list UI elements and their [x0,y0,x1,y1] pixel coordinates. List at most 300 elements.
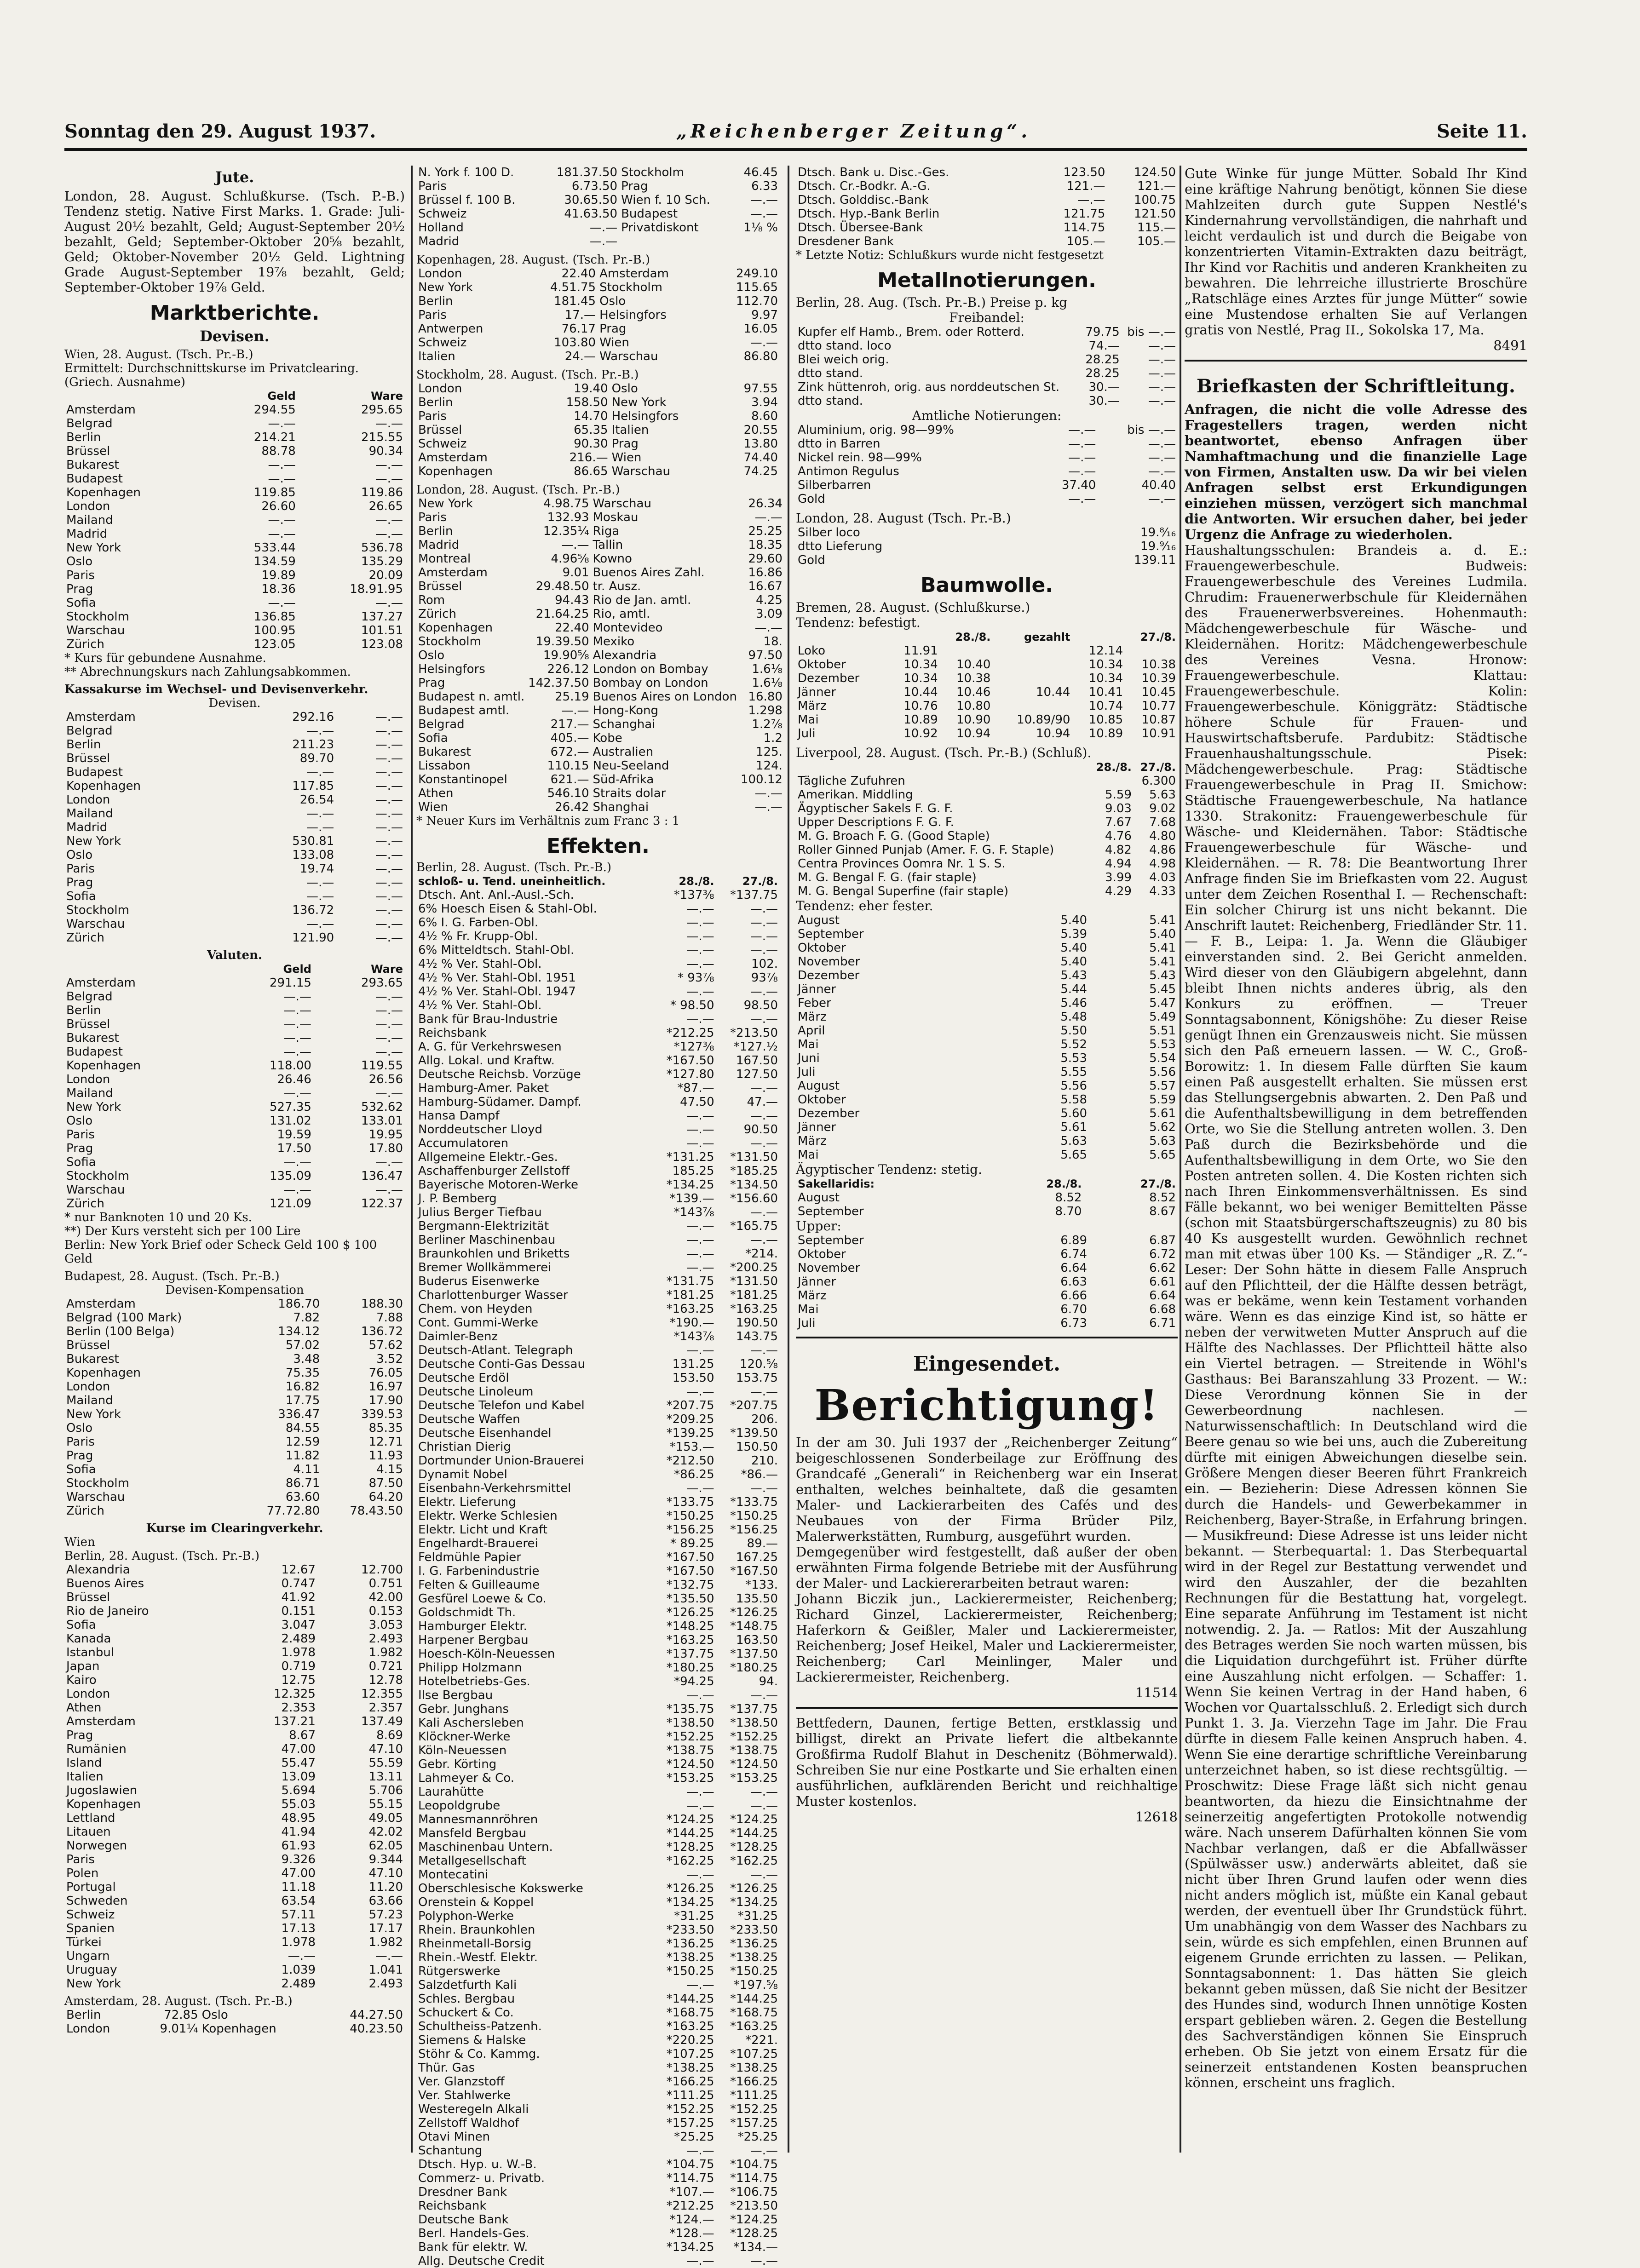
table-row [64,1504,405,1518]
table-cell: 5.45 [1149,982,1176,996]
table-cell: 3.053 [368,1618,403,1632]
table-row [64,1687,405,1701]
berichtigung-heading: Berichtigung! [814,1380,1159,1430]
metall-heading: Metallnotierungen. [877,269,1096,292]
table-row [64,1463,405,1476]
table-row [796,1010,1178,1024]
table-cell: 137.21 [274,1715,316,1728]
table-cell: 10.44 [1036,685,1070,699]
table-cell: 12.75 [281,1673,316,1687]
table-cell: 42.00 [368,1590,403,1604]
table-cell: 8.67 [289,1728,316,1742]
table-cell: September [798,927,864,941]
table-cell: Japan [66,1659,100,1673]
table-cell: *138.25 [730,2061,778,2075]
table-cell: —.— [750,336,778,350]
table-cell: *126.25 [666,1882,714,1895]
table-cell: Prag [418,676,445,690]
table-row [796,658,1178,672]
table-cell: *207.75 [730,1399,778,1412]
table-row [64,624,405,637]
table-cell: Philipp Holzmann [418,1661,522,1675]
table-row [416,1316,780,1330]
table-cell: New York [418,497,473,511]
table-cell: Prag [66,1142,93,1155]
table-row [796,166,1178,179]
effekten-heading: Effekten. [547,834,650,858]
table-row [416,1068,780,1081]
table-cell: —.— [589,221,618,235]
table-cell: 4.80 [1149,829,1176,843]
table-row [416,235,780,248]
table-cell: 22.40 [561,267,596,281]
table-row [796,221,1178,235]
liverpool-tendency: Tendenz: eher fester. [796,898,933,913]
table-cell: *126.25 [730,1882,778,1895]
table-cell: August [798,913,840,927]
table-row [416,423,780,437]
table-cell: 6% I. G. Farben-Obl. [418,916,539,930]
table-cell: 5.57 [1149,1079,1176,1093]
table-row [416,1826,780,1840]
table-cell: —.— [375,903,403,917]
table-row [64,1114,405,1128]
table-cell: Amsterdam [66,976,136,990]
table-cell: *168.75 [730,2006,778,2020]
table-cell: —.— [686,1688,714,1702]
table-cell: 8.52 [1055,1191,1082,1205]
table-row [416,800,784,814]
table-cell: Schweiz [418,336,467,350]
col-head: 28./8. [1096,761,1132,774]
table-cell: Buenos Aires on London [593,690,737,704]
table-cell: *107.— [669,2185,714,2199]
table-cell: *127⅜ [673,1040,714,1054]
table-cell: *86.— [741,1468,778,1481]
table-row [416,676,784,690]
table-cell: *104.75 [666,2158,714,2171]
table-row [416,1026,780,1040]
table-cell: Mannesmannröhren [418,1813,538,1826]
table-row [416,2020,780,2033]
table-row [796,1247,1178,1261]
divider [1185,360,1527,362]
table-cell: —.— [750,1481,778,1495]
table-cell: Schweiz [66,1908,115,1922]
table-cell: Litauen [66,1825,111,1839]
table-row [64,1435,405,1449]
clearing-heading: Kurse im Clearingverkehr. [146,1522,323,1535]
table-cell: *144.25 [730,1826,778,1840]
table-row [416,409,780,423]
table-row [64,637,405,651]
table-cell: 78.43.50 [350,1504,403,1518]
table-cell: —.— [686,1344,714,1357]
table-cell: 621.— [550,773,589,787]
table-cell: 6.70 [1060,1303,1088,1316]
table-cell: Zürich [66,1197,104,1211]
table-cell: Prag [66,876,93,890]
table-cell: 16.67 [748,580,783,593]
table-cell: —.— [375,596,403,610]
table-row [416,1192,780,1206]
table-cell: —.— [1148,465,1176,478]
table-cell: Athen [66,1701,102,1715]
table-cell: *166.25 [666,2075,714,2089]
table-row [64,1632,405,1646]
table-cell: Hoesch-Köln-Neuessen [418,1647,555,1661]
table-cell: dtto stand. [798,367,863,380]
table-row [796,969,1178,982]
table-row [64,1728,405,1742]
table-cell: —.— [750,1385,778,1399]
clearing-wien: Wien [64,1535,95,1549]
table-cell: Rheinmetall-Borsig [418,1937,532,1951]
table-row [416,930,780,943]
table-cell: 5.40 [1060,941,1088,955]
table-cell: Jugoslawien [66,1784,138,1797]
table-cell: März [798,699,827,713]
table-cell [733,235,780,248]
table-cell: —.— [268,472,296,486]
table-cell: 28.25 [1085,367,1120,380]
table-row [416,1330,780,1344]
table-cell: —.— [750,1081,778,1095]
table-cell: *134.25 [666,1895,714,1909]
table-cell: 125. [756,745,783,759]
table-cell: —.— [283,1183,311,1197]
table-cell: 37.40 [1061,478,1096,492]
table-cell: 4.98.75 [543,497,589,511]
table-cell: 530.81 [292,834,334,848]
table-cell: Ägyptischer Sakels F. G. F. [798,802,953,815]
table-cell: M. G. Bengal F. G. (fair staple) [798,871,977,884]
amtl-table [796,423,1178,506]
table-row [64,1155,405,1169]
table-cell: 5.43 [1060,969,1088,982]
table-cell: Buenos Aires [66,1577,144,1590]
table-cell: *167.50 [730,1564,778,1578]
table-cell: 10.91 [1141,727,1176,741]
table-cell: —.— [686,1247,714,1261]
table-cell: 26.60 [261,500,296,513]
table-cell: *167.50 [666,1054,714,1068]
table-cell: 0.751 [368,1577,403,1590]
table-cell: Berlin [418,524,453,538]
table-cell: Elektr. Werke Schlesien [418,1509,558,1523]
table-cell: 3.94 [751,396,778,409]
column-rule [411,166,413,2153]
table-row [416,593,784,607]
table-cell: 10.34 [1088,672,1123,685]
table-cell: Daimler-Benz [418,1330,498,1344]
table-cell: 5.41 [1149,955,1176,969]
header-date: Sonntag den 29. August 1937. [64,121,376,142]
table-cell: 9.02 [1149,802,1176,815]
table-cell: —.— [686,1978,714,1992]
table-row [416,999,780,1012]
table-cell: 5.56 [1149,1065,1176,1079]
table-cell: —.— [754,800,783,814]
table-cell: 4.03 [1149,871,1176,884]
table-cell: *156.25 [666,1523,714,1537]
table-row [64,1394,405,1407]
table-cell: *167.50 [666,1564,714,1578]
table-row [416,1744,780,1757]
table-cell: —.— [375,1949,403,1963]
table-cell: 167.50 [736,1054,778,1068]
table-cell: *144.25 [730,1992,778,2006]
kassa-table [64,710,405,945]
table-row [416,465,780,478]
table-row [64,793,405,807]
table-row [416,1951,780,1964]
col-head: Ware [371,390,403,402]
table-cell: —.— [1148,339,1176,353]
table-cell: Prag [611,437,639,451]
valuten-heading: Valuten. [207,948,262,962]
table-cell: *128.25 [730,1840,778,1854]
table-cell: 123.50 [1063,166,1105,179]
table-cell: 217.— [550,718,589,731]
table-cell: Felten & Guilleaume [418,1578,540,1592]
table-cell: 210. [751,1454,778,1468]
table-cell: 0.151 [281,1604,316,1618]
table-cell: Schweden [66,1894,128,1908]
table-cell: Budapest [66,765,123,779]
table-cell: New York [66,541,121,555]
table-cell: 139.11 [1134,553,1176,567]
table-row [64,1449,405,1463]
table-cell: 10.77 [1141,699,1176,713]
table-cell: —.— [750,985,778,999]
table-cell: * 89.25 [670,1537,714,1550]
table-row [796,1275,1178,1289]
table-cell: —.— [750,1785,778,1799]
table-cell: Madrid [66,527,108,541]
table-cell: Prag [621,179,648,193]
table-row [64,724,405,738]
table-cell: *137.75 [666,1647,714,1661]
table-row [416,1481,780,1495]
table-cell: Kupfer elf Hamb., Brem. oder Rotterd. [798,325,1024,339]
table-cell: —.— [1148,437,1176,451]
table-cell: —.— [750,930,778,943]
table-cell: Brüssel f. 100 B. [418,193,516,207]
table-row [416,1219,780,1233]
table-cell: 123.05 [253,637,296,651]
table-cell: Amsterdam [66,1715,136,1728]
table-row [416,207,780,221]
table-cell: 63.60 [285,1490,320,1504]
table-cell: —.— [1148,380,1176,394]
table-cell: Moskau [593,511,639,524]
table-cell: 10.34 [903,658,938,672]
table-row [416,2075,780,2089]
table-row [796,478,1178,492]
table-row [64,486,405,500]
table-cell: 123.08 [361,637,403,651]
column-4 [1185,166,1527,2153]
table-cell: 121.— [1137,179,1176,193]
table-cell: —.— [1068,492,1096,506]
table-cell: März [798,1289,827,1303]
table-cell: Budapest [66,1045,123,1059]
table-cell: *127.½ [733,1040,778,1054]
table-cell: Gebr. Körting [418,1757,497,1771]
table-cell: 216.— [569,451,608,465]
table-cell: 30.— [1088,394,1120,408]
table-cell: *148.75 [730,1619,778,1633]
table-cell: 6.62 [1149,1261,1176,1275]
table-cell: 150.50 [736,1440,778,1454]
table-cell: 2.489 [281,1632,316,1646]
table-cell: Sofia [66,596,96,610]
table-cell: —.— [750,1344,778,1357]
table-cell: *163.25 [666,1302,714,1316]
table-cell: Harpener Bergbau [418,1633,529,1647]
table-row [416,322,780,336]
table-cell: Ilse Bergbau [418,1688,493,1702]
table-cell: Oslo [599,294,626,308]
table-row [64,848,405,862]
table-row [64,1086,405,1100]
table-row [416,1012,780,1026]
table-cell: Warschau [66,917,125,931]
stockholm-dateline: Stockholm, 28. August. (Tsch. Pr.-B.) [416,368,639,382]
table-row [64,1659,405,1673]
table-cell: Antimon Regulus [798,465,899,478]
table-cell [1089,774,1134,788]
table-cell: Deutsche Erdöl [418,1371,509,1385]
table-row [64,1352,405,1366]
bremen-table [796,630,1178,741]
table-cell: Salzdetfurth Kali [418,1978,517,1992]
table-cell: 292.16 [292,710,334,724]
table-cell: 11.91 [903,644,938,658]
table-cell: 4½ % Ver. Stahl-Obl. 1947 [418,985,576,999]
table-cell: —.— [306,821,334,834]
table-cell: —.— [283,1031,311,1045]
table-cell: —.— [686,985,714,999]
table-cell: Helsingfors [611,409,679,423]
table-row [64,2022,405,2036]
table-cell: Rütgerswerke [418,1964,501,1978]
table-cell: 5.55 [1060,1065,1088,1079]
table-cell [992,672,1072,685]
table-cell: Kopenhagen [66,1059,141,1073]
table-cell: *131.50 [730,1150,778,1164]
table-cell: 7.67 [1105,815,1132,829]
table-cell: Prag [599,322,627,336]
table-row [416,1633,780,1647]
table-cell: 17.— [564,308,596,322]
table-row [796,1079,1178,1093]
table-cell: New York [66,1977,121,1991]
metall-dateline: Berlin, 28. Aug. (Tsch. Pr.-B.) Preise p. kg [796,295,1068,310]
table-cell: Hamburger Elektr. [418,1619,527,1633]
table-cell: —.— [375,724,403,738]
table-cell: 55.03 [281,1797,316,1811]
table-cell: 100.95 [253,624,296,637]
table-cell: Rumänien [66,1742,127,1756]
col-head: schloß- u. Tend. uneinheitlich. [418,875,606,888]
table-cell: Stockholm [66,903,129,917]
table-cell: 136.72 [361,1325,403,1338]
table-row [796,774,1178,788]
subheading: Devisen-Kompensation [165,1283,304,1297]
table-cell: Montevideo [593,621,663,635]
table-row [796,380,1178,394]
table-cell: *124.25 [666,1813,714,1826]
table-row [64,1577,405,1590]
table-cell: 20.09 [368,568,403,582]
table-cell: 153.75 [736,1371,778,1385]
table-row [416,635,784,649]
table-cell: 6.68 [1149,1303,1176,1316]
table-cell: dtto stand. [798,394,863,408]
table-row [796,685,1178,699]
table-cell: 105.— [1066,235,1105,248]
table-cell: Mai [798,713,819,727]
table-cell: Neu-Seeland [593,759,669,773]
table-cell: Dtsch. Bank u. Disc.-Ges. [798,166,949,179]
table-cell: Paris [66,1853,95,1866]
table-cell: 72.85 [164,2008,198,2022]
table-cell: Schultheiss-Patzenh. [418,2020,542,2033]
table-cell: Prag [66,1728,93,1742]
table-row [64,1142,405,1155]
table-row [64,917,405,931]
table-row [416,916,780,930]
table-cell: 2.493 [368,1632,403,1646]
table-cell: Ungarn [66,1949,110,1963]
table-row [416,1771,780,1785]
table-row [416,497,784,511]
table-cell: 8.70 [1055,1205,1082,1218]
table-cell: Reichsbank [418,1026,487,1040]
table-cell: 6.63 [1060,1275,1088,1289]
table-row [416,971,780,985]
table-cell: 12.700 [361,1563,403,1577]
table-cell: Laurahütte [418,1785,484,1799]
table-cell: *180.25 [730,1661,778,1675]
table-cell [992,699,1072,713]
header-title: „Reichenberger Zeitung“. [676,121,1031,142]
table-row [64,1197,405,1211]
table-cell: Maschinenbau Untern. [418,1840,553,1854]
table-row [416,1992,780,2006]
table-cell: 546.10 [547,787,589,800]
table-cell: —.— [268,458,296,472]
table-cell: Hamburg-Amer. Paket [418,1081,549,1095]
table-cell: 19.⁸⁄₁₆ [1140,526,1176,540]
table-row [796,857,1178,871]
table-cell: *132.75 [666,1578,714,1592]
table-cell: 2.489 [281,1977,316,1991]
table-cell: 136.72 [292,903,334,917]
table-cell: —.— [1148,353,1176,367]
col-head: Geld [283,963,311,976]
berichtigung-paragraph: In der am 30. Juli 1937 der „Reichenberger Zeitung“ beigeschlossenen Sonderbeilage zur Eröffnung des Grandcafé „Generali“ in Reichenberg war ein Inserat enthalten, welches beinhaltete, daß die gesamten Maler- und Lackierarbeiten des Cafés und des Neubaues von der Firma Brüder Pilz, Malerwerkstätten, Rumburg, ausgeführt wurden. [796,1435,1178,1544]
table-cell: *166.25 [730,2075,778,2089]
table-cell: 5.47 [1149,996,1176,1010]
baumwolle-heading: Baumwolle. [921,574,1053,597]
table-cell: Dtsch. Hyp.-Bank Berlin [798,207,940,221]
table-cell: *127.80 [666,1068,714,1081]
table-cell: *107.25 [730,2047,778,2061]
table-cell: *150.25 [730,1509,778,1523]
